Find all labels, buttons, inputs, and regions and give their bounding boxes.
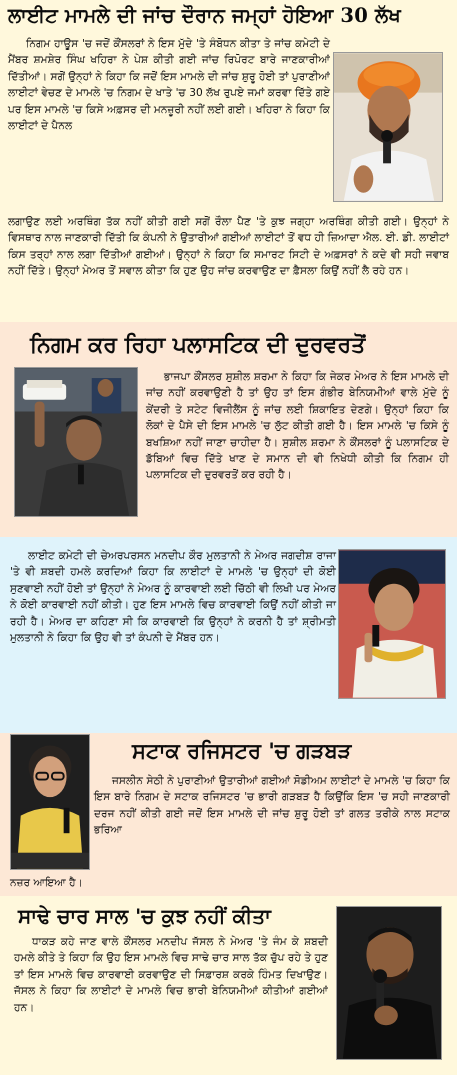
woman-glasses-image	[11, 735, 89, 869]
photo-councillor-plastic-box	[14, 367, 138, 517]
article-text-light-probe-cont: ਲਗਾਉਣ ਲਈ ਅਰਥਿੰਗ ਤੱਕ ਨਹੀਂ ਕੀਤੀ ਗਈ ਸਗੋਂ ਰੌਲਾ ਪੈਣ 'ਤੇ ਕੁਝ ਜਗ੍ਹਾ ਅਰਥਿੰਗ ਕੀਤੀ ਗਈ। ਉਨ੍ਹਾਂ ਨੇ ਵਿਸਥਾਰ ਨਾਲ ਜਾਣਕਾਰੀ ਦਿੱਤੀ ਕਿ ਕੰਪਨੀ ਨੇ ਉਤਾਰੀਆਂ ਗਈਆਂ ਲਾਈਟਾਂ ਤੋਂ ਵਧ ਹੀ ਜ਼ਿਆਦਾ ਐਲ. ਈ. ਡੀ. ਲਾਈਟਾਂ ਕਿਸ ਤਰ੍ਹਾਂ ਨਾਲ ਲਗਾ ਦਿੱਤੀਆਂ ਗਈਆਂ। ਉਨ੍ਹਾਂ ਨੇ ਕਿਹਾ ਕਿ ਸਮਾਰਟ ਸਿਟੀ ਦੇ ਅਫ਼ਸਰਾਂ ਨੇ ਕਦੇ ਵੀ ਸਹੀ ਜਵਾਬ ਨਹੀਂ ਦਿੱਤੇ। ਉਨ੍ਹਾਂ ਮੇਅਰ ਤੋਂ ਸਵਾਲ ਕੀਤਾ ਕਿ ਹੁਣ ਉਹ ਜਾਂਚ ਕਰਵਾਉਣ ਦਾ ਫ਼ੈਸਲਾ ਕਿਉਂ ਨਹੀਂ ਲੈ ਰਹੇ ਹਨ।	[8, 216, 449, 278]
man-microphone-image	[337, 907, 441, 1059]
headline-stock-register: ਸਟਾਕ ਰਜਿਸਟਰ 'ਚ ਗੜਬੜ	[132, 738, 352, 763]
woman-speaking-image	[339, 550, 445, 698]
man-with-box-image	[15, 368, 137, 516]
article-text-four-and-half-years: ਧਾਕੜ ਕਹੇ ਜਾਣ ਵਾਲੇ ਕੌਂਸਲਰ ਮਨਦੀਪ ਜੱਸਲ ਨੇ ਮੇਅਰ 'ਤੇ ਜੰਮ ਕੇ ਸ਼ਬਦੀ ਹਮਲੇ ਕੀਤੇ ਤੇ ਕਿਹਾ ਕਿ ਉਹ ਇਸ ਮਾਮਲੇ ਵਿਚ ਸਾਢੇ ਚਾਰ ਸਾਲ ਤੱਕ ਚੁੱਪ ਰਹੇ ਤੇ ਹੁਣ ਤਾਂ ਇਸ ਮਾਮਲੇ ਵਿਚ ਕਾਰਵਾਈ ਕਰਵਾਉਣ ਦੀ ਸਿਫ਼ਾਰਸ਼ ਕਰਕੇ ਹਿੰਮਤ ਦਿਖਾਉਣ। ਜੱਸਲ ਨੇ ਕਿਹਾ ਕਿ ਲਾਈਟਾਂ ਦੇ ਮਾਮਲੇ ਵਿਚ ਭਾਰੀ ਬੇਨਿਯਮੀਆਂ ਕੀਤੀਆਂ ਗਈਆਂ ਹਨ।	[14, 936, 328, 1014]
article-text-light-probe: ਨਿਗਮ ਹਾਊਸ 'ਚ ਜਦੋਂ ਕੌਂਸਲਰਾਂ ਨੇ ਇਸ ਮੁੱਦੇ 'ਤੇ ਸੰਬੋਧਨ ਕੀਤਾ ਤੇ ਜਾਂਚ ਕਮੇਟੀ ਦੇ ਮੈਂਬਰ ਸ਼ਮਸ਼ੇਰ ਸਿੰਘ ਖਹਿਰਾ ਨੇ ਪੇਸ਼ ਕੀਤੀ ਗਈ ਜਾਂਚ ਰਿਪੋਰਟ ਬਾਰੇ ਜਾਣਕਾਰੀਆਂ ਦਿੱਤੀਆਂ। ਸਗੋਂ ਉਨ੍ਹਾਂ ਨੇ ਕਿਹਾ ਕਿ ਜਦੋਂ ਇਸ ਮਾਮਲੇ ਦੀ ਜਾਂਚ ਸ਼ੁਰੂ ਹੋਈ ਤਾਂ ਪੁਰਾਣੀਆਂ ਲਾਈਟਾਂ ਵੇਚਣ ਦੇ ਮਾਮਲੇ 'ਚ ਨਿਗਮ ਦੇ ਖਾਤੇ 'ਚ 30 ਲੱਖ ਰੁਪਏ ਜਮਾਂ ਕਰਵਾ ਦਿੱਤੇ ਗਏ ਪਰ ਇਸ ਮਾਮਲੇ 'ਚ ਕਿਸੇ ਅਫ਼ਸਰ ਦੀ ਮਨਜ਼ੂਰੀ ਨਹੀਂ ਲਈ ਗਈ। ਖਹਿਰਾ ਨੇ ਕਿਹਾ ਕਿ ਲਾਈਟਾਂ ਦੇ ਪੈਨਲ	[8, 38, 331, 133]
article-text-stock-register-end: ਨਜ਼ਰ ਆਇਆ ਹੈ।	[10, 877, 83, 889]
headline-light-probe: ਲਾਈਟ ਮਾਮਲੇ ਦੀ ਜਾਂਚ ਦੌਰਾਨ ਜਮ੍ਹਾਂ ਹੋਇਆ 30 ਲੱਖ	[8, 4, 401, 27]
photo-woman-glasses	[10, 734, 90, 870]
headline-plastic-misuse: ਨਿਗਮ ਕਰ ਰਿਹਾ ਪਲਾਸਟਿਕ ਦੀ ਦੁਰਵਰਤੋਂ	[30, 332, 366, 358]
article-text-stock-register: ਜਸਲੀਨ ਸੇਠੀ ਨੇ ਪੁਰਾਣੀਆਂ ਉਤਾਰੀਆਂ ਗਈਆਂ ਸੋਡੀਅਮ ਲਾਈਟਾਂ ਦੇ ਮਾਮਲੇ 'ਚ ਕਿਹਾ ਕਿ ਇਸ ਬਾਰੇ ਨਿਗਮ ਦੇ ਸਟਾਕ ਰਜਿਸਟਰ 'ਚ ਭਾਰੀ ਗੜਬੜ ਹੈ ਕਿਉਂਕਿ ਇਸ 'ਚ ਸਹੀ ਜਾਣਕਾਰੀ ਦਰਜ ਨਹੀਂ ਕੀਤੀ ਗਈ ਜਦੋਂ ਇਸ ਮਾਮਲੇ ਦੀ ਜਾਂਚ ਸ਼ੁਰੂ ਹੋਈ ਤਾਂ ਗਲਤ ਤਰੀਕੇ ਨਾਲ ਸਟਾਕ ਭਰਿਆ	[94, 775, 450, 837]
photo-woman-councillor-speaking	[338, 549, 446, 699]
photo-councillor-turban	[333, 52, 443, 202]
headline-four-and-half-years: ਸਾਢੇ ਚਾਰ ਸਾਲ 'ਚ ਕੁਝ ਨਹੀਂ ਕੀਤਾ	[18, 904, 271, 928]
photo-councillor-microphone	[336, 906, 442, 1060]
article-text-light-committee: ਲਾਈਟ ਕਮੇਟੀ ਦੀ ਚੇਅਰਪਰਸਨ ਮਨਦੀਪ ਕੌਰ ਮੁਲਤਾਨੀ ਨੇ ਮੇਅਰ ਜਗਦੀਸ਼ ਰਾਜਾ 'ਤੇ ਵੀ ਸ਼ਬਦੀ ਹਮਲੇ ਕਰਦਿਆਂ ਕਿਹਾ ਕਿ ਲਾਈਟਾਂ ਦੇ ਮਾਮਲੇ 'ਚ ਉਨ੍ਹਾਂ ਦੀ ਕੋਈ ਸੁਣਵਾਈ ਨਹੀਂ ਹੋਈ ਤਾਂ ਉਨ੍ਹਾਂ ਨੇ ਮੇਅਰ ਨੂੰ ਕਾਰਵਾਈ ਲਈ ਚਿੱਠੀ ਵੀ ਲਿਖੀ ਪਰ ਮੇਅਰ ਨੇ ਕੋਈ ਕਾਰਵਾਈ ਨਹੀਂ ਕੀਤੀ। ਹੁਣ ਇਸ ਮਾਮਲੇ ਵਿਚ ਕਾਰਵਾਈ ਕਿਉਂ ਨਹੀਂ ਕੀਤੀ ਜਾ ਰਹੀ ਹੈ। ਮੇਅਰ ਦਾ ਕਹਿਣਾ ਸੀ ਕਿ ਕਾਰਵਾਈ ਕਿ ਉਨ੍ਹਾਂ ਨੇ ਕਰਨੀ ਹੈ ਤਾਂ ਸ਼੍ਰੀਮਤੀ ਮੁਲਤਾਨੀ ਨੇ ਕਿਹਾ ਕਿ ਉਹ ਵੀ ਤਾਂ ਕੰਪਨੀ ਦੇ ਮੈਂਬਰ ਹਨ।	[10, 550, 336, 645]
turban-man-image	[334, 53, 442, 201]
article-text-plastic-misuse: ਭਾਜਪਾ ਕੌਂਸਲਰ ਸੁਸ਼ੀਲ ਸ਼ਰਮਾ ਨੇ ਕਿਹਾ ਕਿ ਜੇਕਰ ਮੇਅਰ ਨੇ ਇਸ ਮਾਮਲੇ ਦੀ ਜਾਂਚ ਨਹੀਂ ਕਰਵਾਉਣੀ ਹੈ ਤਾਂ ਉਹ ਤਾਂ ਇਸ ਗੰਭੀਰ ਬੇਨਿਯਮੀਆਂ ਵਾਲੇ ਮੁੱਦੇ ਨੂੰ ਕੇਂਦਰੀ ਤੇ ਸਟੇਟ ਵਿਜੀਲੈਂਸ ਨੂੰ ਜਾਂਚ ਲਈ ਸ਼ਿਕਾਇਤ ਦੇਣਗੇ। ਉਨ੍ਹਾਂ ਕਿਹਾ ਕਿ ਲੋਕਾਂ ਦੇ ਪੈਸੇ ਦੀ ਇਸ ਮਾਮਲੇ 'ਚ ਲੁੱਟ ਕੀਤੀ ਗਈ ਹੈ। ਇਸ ਮਾਮਲੇ 'ਚ ਕਿਸੇ ਨੂੰ ਬਖਸ਼ਿਆ ਨਹੀਂ ਜਾਣਾ ਚਾਹੀਦਾ ਹੈ। ਸੁਸ਼ੀਲ ਸ਼ਰਮਾ ਨੇ ਕੌਂਸਲਰਾਂ ਨੂੰ ਪਲਾਸਟਿਕ ਦੇ ਡੱਬਿਆਂ ਵਿਚ ਦਿੱਤੇ ਖਾਣ ਦੇ ਸਮਾਨ ਦੀ ਵੀ ਨਿਖੇਧੀ ਕੀਤੀ ਕਿ ਨਿਗਮ ਹੀ ਪਲਾਸਟਿਕ ਦੀ ਦੁਰਵਰਤੋਂ ਕਰ ਰਹੀ ਹੈ।	[146, 371, 449, 482]
